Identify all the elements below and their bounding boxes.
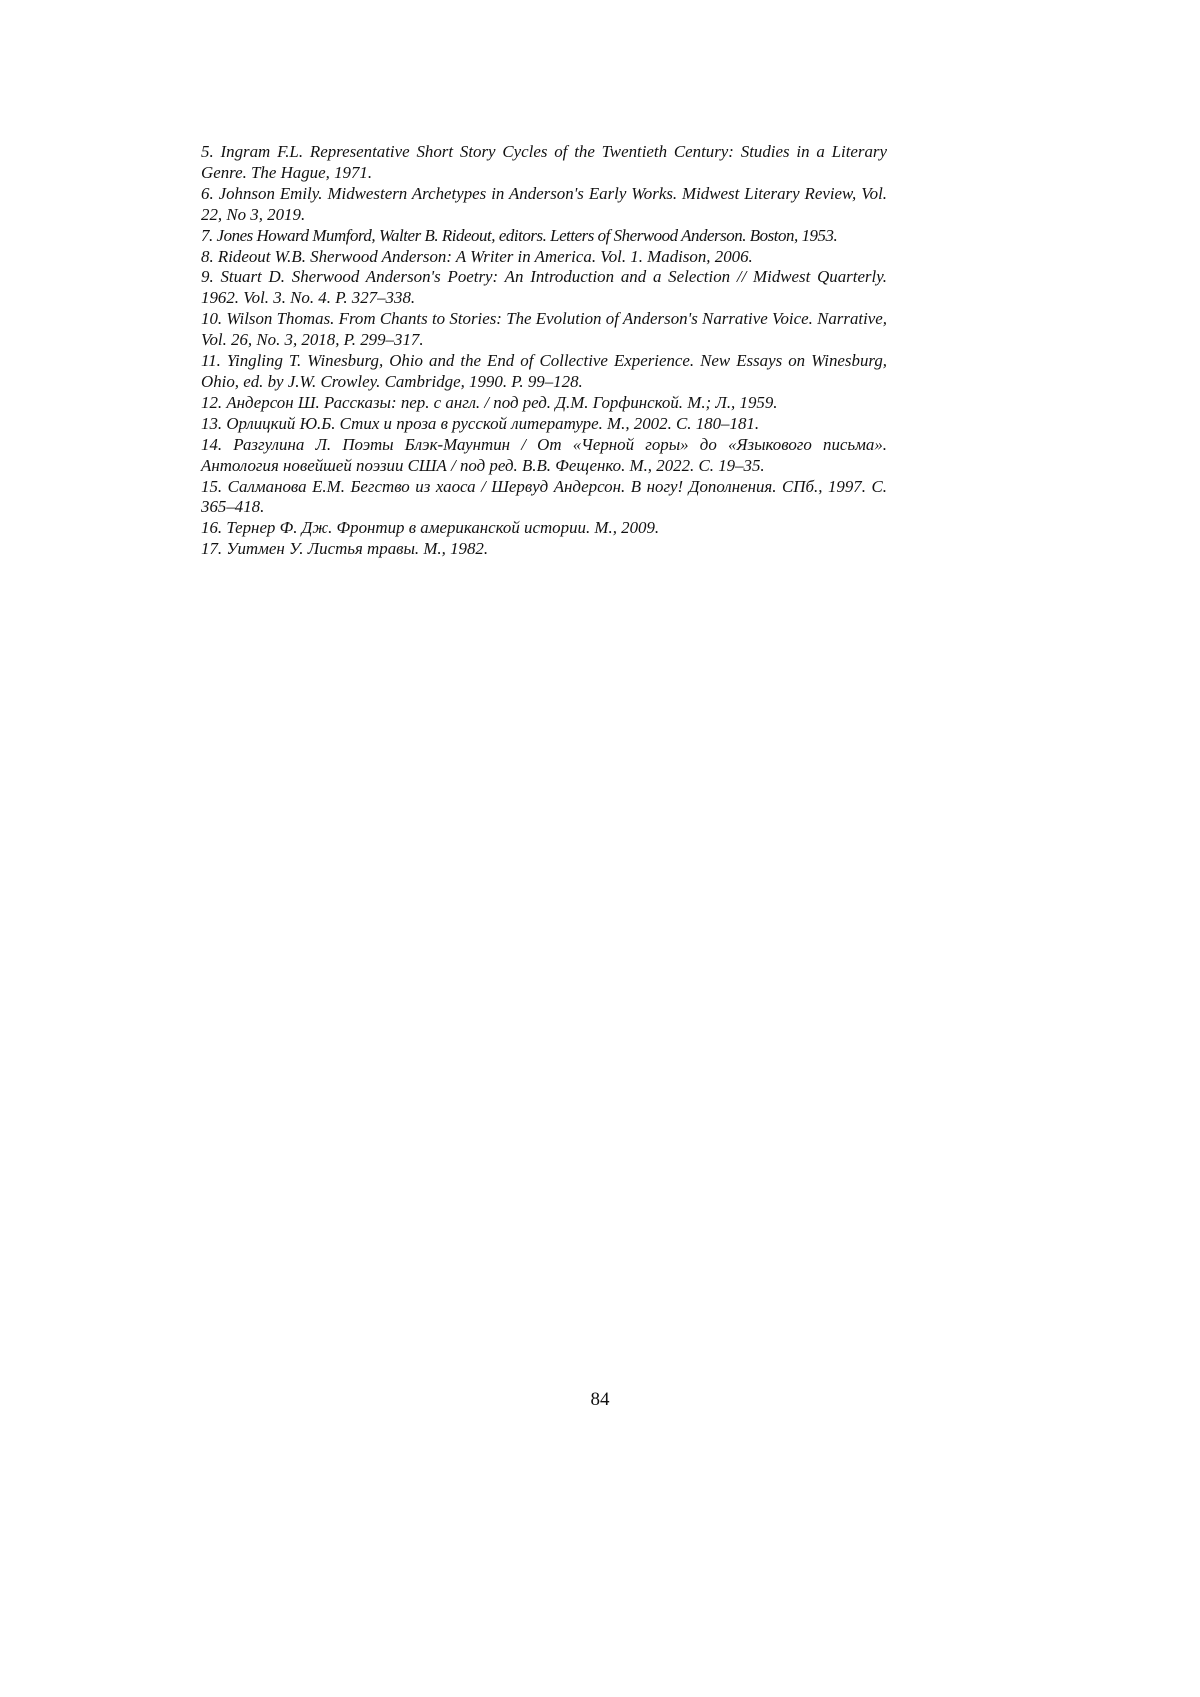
reference-item: 17. Уитмен У. Листья травы. М., 1982.	[201, 539, 489, 559]
reference-item: 14. Разгулина Л. Поэты Блэк-Маунтин / От «Черной горы» до «Языкового письма». Антология новейшей поэзии США / под ред. В.В. Фещенко. М., 2022. С. 19–35.	[201, 434, 887, 475]
reference-item: 10. Wilson Thomas. From Chants to Stories: The Evolution of Anderson's Narrative Voice. Narrative, Vol. 26, No. 3, 2018, P. 299–317.	[201, 309, 887, 350]
reference-item: 5. Ingram F.L. Representative Short Story Cycles of the Twentieth Century: Studies in a Literary Genre. The Hague, 1971.	[201, 142, 887, 182]
page-number: 84	[590, 1389, 610, 1410]
reference-item: 15. Салманова Е.М. Бегство из хаоса / Шервуд Андерсон. В ногу! Дополнения. СПб., 1997. С. 365–418.	[201, 476, 887, 517]
reference-item: 13. Орлицкий Ю.Б. Стих и проза в русской литературе. М., 2002. С. 180–181.	[201, 413, 760, 433]
reference-item: 11. Yingling T. Winesburg, Ohio and the End of Collective Experience. New Essays on Winesburg, Ohio, ed. by J.W. Crowley. Cambridge, 1990. P. 99–128.	[201, 351, 887, 391]
reference-item: 7. Jones Howard Mumford, Walter B. Rideout, editors. Letters of Sherwood Anderson. Boston, 1953.	[201, 225, 838, 245]
reference-item: 12. Андерсон Ш. Рассказы: пер. с англ. / под ред. Д.М. Горфинской. М.; Л., 1959.	[201, 392, 778, 412]
reference-list	[201, 142, 887, 560]
reference-item: 8. Rideout W.B. Sherwood Anderson: A Writer in America. Vol. 1. Madison, 2006.	[201, 246, 753, 266]
reference-item: 16. Тернер Ф. Дж. Фронтир в американской истории. М., 2009.	[201, 518, 660, 538]
reference-item: 6. Johnson Emily. Midwestern Archetypes in Anderson's Early Works. Midwest Literary Review, Vol. 22, No 3, 2019.	[201, 183, 887, 224]
reference-item: 9. Stuart D. Sherwood Anderson's Poetry: An Introduction and a Selection // Midwest Quarterly. 1962. Vol. 3. No. 4. P. 327–338.	[201, 267, 887, 308]
